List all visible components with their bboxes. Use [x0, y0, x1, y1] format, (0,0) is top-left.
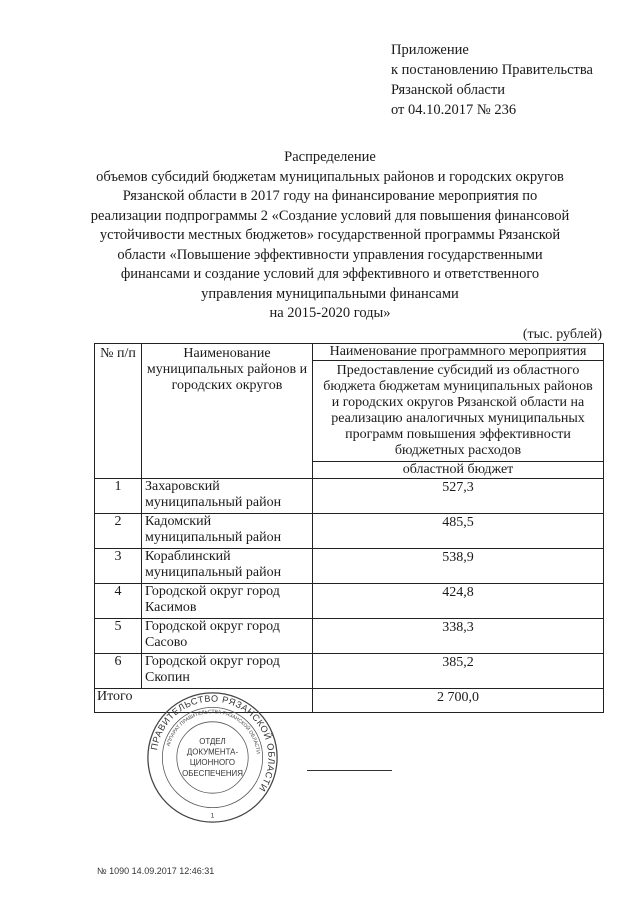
- stamp-inner-text: АППАРАТ ПРАВИТЕЛЬСТВА РЯЗАНСКОЙ ОБЛАСТИ: [165, 709, 261, 755]
- document-title: [60, 148, 600, 324]
- appendix-line: Приложение: [391, 42, 469, 58]
- title-line: устойчивости местных бюджетов» государственной программы Рязанской: [99, 227, 561, 243]
- appendix-block: [391, 40, 593, 120]
- units-label: (тыс. рублей): [522, 327, 602, 342]
- row-num: 6: [95, 654, 142, 689]
- title-line: управления муниципальными финансами: [201, 285, 459, 302]
- header-subsidy: Предоставление субсидий из областного бюджета бюджетам муниципальных районов и городских округов Рязанской области на реализацию аналогичных муниципальных программ повышения эффективности бюджетных расходов: [313, 361, 604, 462]
- table-row: [95, 479, 604, 514]
- title-line: на 2015-2020 годы»: [269, 305, 391, 321]
- row-name: Городской округ город Сасово: [142, 619, 313, 654]
- stamp-ring-text: ПРАВИТЕЛЬСТВО РЯЗАНСКОЙ ОБЛАСТИ: [149, 693, 277, 794]
- title-line: реализации подпрограммы 2 «Создание условий для повышения финансовой: [90, 207, 570, 224]
- appendix-line: от 04.10.2017 № 236: [391, 102, 517, 118]
- title-line: финансами и создание условий для эффективного и ответственного: [120, 266, 540, 282]
- header-name: Наименование муниципальных районов и городских округов: [142, 344, 313, 479]
- row-name: Городской округ город Скопин: [142, 654, 313, 689]
- header-program: Наименование программного мероприятия: [313, 344, 604, 361]
- title-line: области «Повышение эффективности управления государственными: [117, 246, 543, 263]
- row-name: Кораблинский муниципальный район: [142, 549, 313, 584]
- row-value: 527,3: [313, 479, 604, 514]
- appendix-line: Рязанской области: [391, 82, 505, 98]
- stamp-center-line: ЦИОННОГО: [189, 758, 236, 768]
- table-header-row: [95, 344, 604, 361]
- official-stamp: [145, 690, 280, 825]
- row-value: 338,3: [313, 619, 604, 654]
- row-name: Городской округ город Касимов: [142, 584, 313, 619]
- row-num: 2: [95, 514, 142, 549]
- table-row: [95, 584, 604, 619]
- row-value: 485,5: [313, 514, 604, 549]
- row-num: 1: [95, 479, 142, 514]
- table-row: [95, 654, 604, 689]
- row-value: 424,8: [313, 584, 604, 619]
- row-num: 3: [95, 549, 142, 584]
- title-line: Распределение: [284, 149, 376, 165]
- row-num: 5: [95, 619, 142, 654]
- table-row: [95, 514, 604, 549]
- table-row: [95, 549, 604, 584]
- stamp-center-line: ОБЕСПЕЧЕНИЯ: [182, 768, 243, 778]
- row-value: 538,9: [313, 549, 604, 584]
- header-num: № п/п: [95, 344, 142, 479]
- stamp-number: 1: [210, 812, 215, 820]
- stamp-center-line: ДОКУМЕНТА-: [186, 747, 239, 757]
- row-value: 385,2: [313, 654, 604, 689]
- registration-footer: № 1090 14.09.2017 12:46:31: [97, 866, 215, 876]
- total-value: 2 700,0: [313, 689, 604, 713]
- subsidy-table: [94, 343, 604, 713]
- stamp-center-line: ОТДЕЛ: [199, 737, 226, 746]
- title-line: Рязанской области в 2017 году на финансирование мероприятия по: [122, 188, 538, 204]
- appendix-line: к постановлению Правительства: [391, 62, 593, 78]
- row-name: Захаровский муниципальный район: [142, 479, 313, 514]
- title-line: объемов субсидий бюджетам муниципальных районов и городских округов: [96, 168, 564, 185]
- row-name: Кадомский муниципальный район: [142, 514, 313, 549]
- header-budget: областной бюджет: [313, 462, 604, 479]
- row-num: 4: [95, 584, 142, 619]
- total-label: Итого: [95, 689, 313, 713]
- table-row: [95, 619, 604, 654]
- signature-line: [307, 770, 392, 771]
